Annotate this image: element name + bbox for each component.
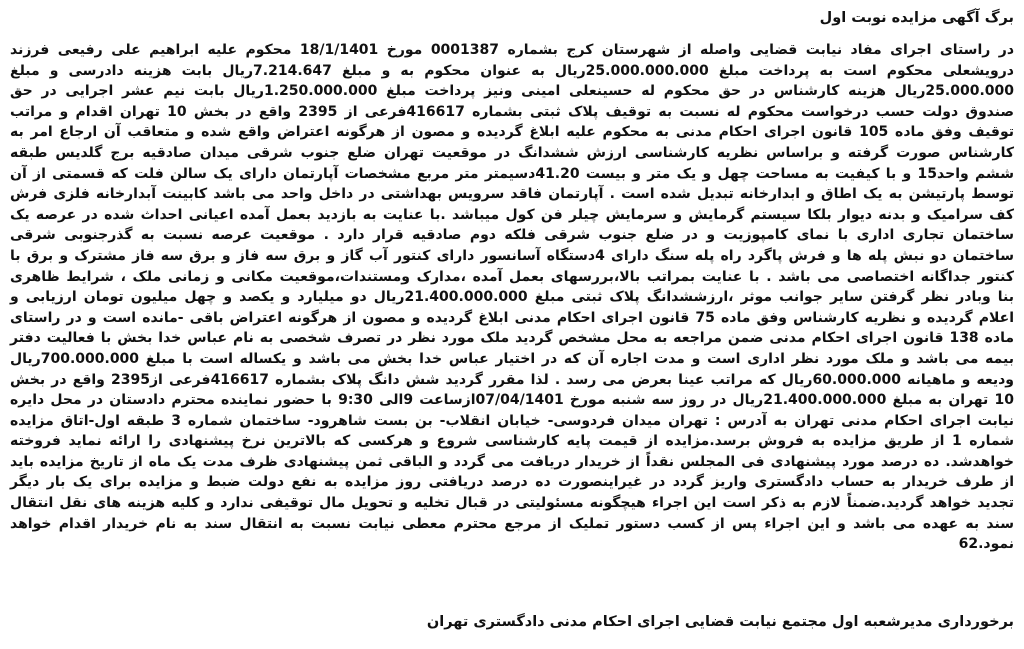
notice-body: در راستای اجرای مفاد نیابت قضایی واصله از شهرستان کرج بشماره 0001387 مورخ 18/1/1401 محکوم علیه ابراهیم علی رفیعی فرزند درویشعلی محکوم است به پرداخت مبلغ 25.000.000.000ریال به عنوان محکوم به و مبلغ 7.214.647ریال بابت هزینه دادرسی و مبلغ 25.000.000ریال هزینه کارشناس در حق محکوم له حسینعلی امینی ونیز پرداخت مبلغ 1.250.000.000ریال بابت نیم عشر اجرایی در حق صندوق دولت حسب درخواست محکوم له نسبت به توقیف پلاک ثبتی بشماره 416617فرعی از 2395 واقع در بخش 10 تهران اقدام و مراتب توقیف وفق ماده 105 قانون اجرای احکام مدنی به محکوم علیه ابلاغ گردیده و مصون از هرگونه اعتراض واقع شده و متعاقب آن ارجاع امر به کارشناس صورت گرفته و براساس نظریه کارشناسی ارزش ششدانگ در موقعیت تهران ضلع جنوب شرقی میدان صادقیه برج گلدیس طبقه ششم واحد15 و با کیفیت به مساحت چهل و یک متر و بیست 41.20دسیمتر متر مربع مشخصات آپارتمان دارای یک سالن فلت که قسمتی از آن توسط پارتیشن به یک اطاق و ابدارخانه تبدیل شده است . آپارتمان فاقد سرویس بهداشتی در داخل واحد می باشد کابینت آبدارخانه فلزی فرش کف سرامیک و بدنه دیوار بلکا سیستم گرمایش و سرمایش چیلر فن کول میباشد .با عنایت به بازدید بعمل آمده اعیانی احداث شده در عرصه یک ساختمان تجاری اداری با نمای کامپوزیت و در ضلع جنوب شرقی فلکه دوم صادقیه قرار دارد . موقعیت عرصه نسبت به گذرجنوبی شرقی ساختمان دو نبش پله ها و فرش پاگرد راه پله سنگ دارای 4دستگاه آسانسور دارای کنتور آب گاز و برق سه فاز و برق سه فاز مشترک و برق با کنتور جداگانه اختصاصی می باشد . با عنایت بمراتب بالا،بررسهای بعمل آمده ،مدارک ومستندات،موقعیت مکانی و زمانی ملک ، شرایط ظاهری بنا وبادر نظر گرفتن سایر جوانب موثر ،ارزششدانگ پلاک ثبتی مبلغ 21.400.000.000ریال دو میلیارد و یکصد و چهل میلیون تومان ارزیابی و اعلام گردیده و نظریه کارشناس وفق ماده 75 قانون اجرای احکام مدنی ابلاغ گردیده و مصون از هرگونه اعتراض باقی -مانده است و در راستای ماده 138 قانون اجرای احکام مدنی ضمن مراجعه به محل مشخص گردید ملک مورد نظر در تصرف شخصی به نام عباس خدا بخش با فعالیت دفتر بیمه می باشد و ملک مورد نظر اداری است و مدت اجاره آن که در اختیار عباس خدا بخش می باشد و یکساله است با مبلغ 700.000.000ریال ودیعه و ماهیانه 60.000.000ریال که مراتب عینا بعرض می رسد . لذا مقرر گردید شش دانگ پلاک بشماره 416617فرعی از2395 واقع در بخش 10 تهران به مبلغ 21.400.000.000ریال در روز سه شنبه مورخ 07/04/1401ازساعت 9الی 9:30 با حضور نماینده محترم دادستان در محل دایره نیابت اجرای احکام مدنی تهران به آدرس : تهران میدان فردوسی- خیابان انقلاب- بن بست شاهرود- ساختمان شماره 3 طبقه اول-اتاق مزایده شماره 1 از طریق مزایده به فروش برسد.مزایده از قیمت پایه کارشناسی شروع و هرکسی که بالاترین نرخ پیشنهادی را ارائه نماید فروخته خواهدشد. ده درصد مورد پیشنهادی فی المجلس نقداً از خریدار دریافت می گردد و الباقی ثمن پیشنهادی ظرف مدت یک ماه از تاریخ مزایده باید از طرف خریدار به حساب دادگستری واریز گردد در غیراینصورت ده درصد دریافتی روز مزایده به نفع دولت ضبط و مزایده برای یک بار دیگر تجدید خواهد گردید.ضمناً لازم به ذکر است این اجراء هیچگونه مسئولیتی در قبال تخلیه و تحویل مال توقیفی ندارد و کلیه هزینه های نقل انتقال سند به عهده می باشد و این اجراء پس از کسب دستور تملیک از مرجع محترم معطی نیابت نسبت به انتقال سند به نام خریدار اقدام خواهد نمود.62 bbox=[10, 42, 1015, 553]
notice-title: برگ آگهی مزایده نوبت اول bbox=[819, 10, 1014, 26]
notice-signature: برخورداری مدیرشعبه اول مجتمع نیابت قضایی اجرای احکام مدنی دادگستری تهران bbox=[426, 614, 1014, 630]
